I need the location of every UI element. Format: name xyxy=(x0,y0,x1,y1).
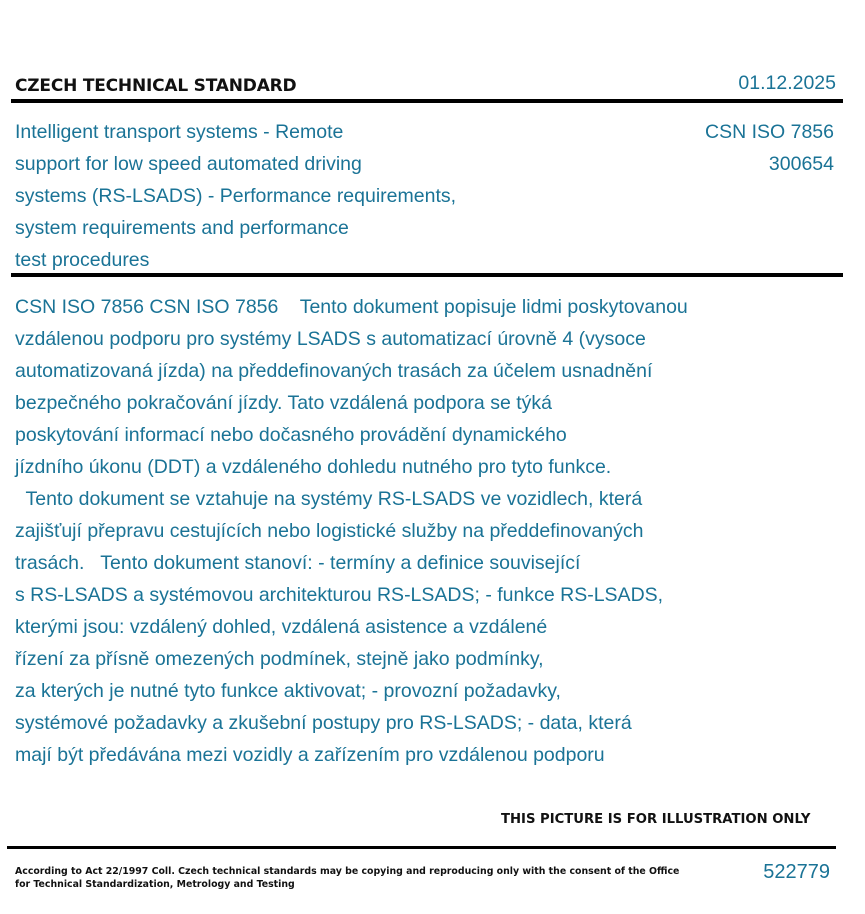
abstract-line: kterými jsou: vzdálený dohled, vzdálená asistence a vzdálené xyxy=(15,616,548,638)
title-line: Intelligent transport systems - Remote xyxy=(15,121,344,143)
standard-code: CSN ISO 7856 xyxy=(705,121,834,143)
abstract-line: systémové požadavky a zkušební postupy pro RS-LSADS; - data, která xyxy=(15,712,632,734)
abstract-line: CSN ISO 7856 CSN ISO 7856 Tento dokument popisuje lidmi poskytovanou xyxy=(15,296,688,318)
abstract-text xyxy=(15,291,815,771)
abstract-line: s RS-LSADS a systémovou architekturou RS-LSADS; - funkce RS-LSADS, xyxy=(15,584,664,606)
title-line: test procedures xyxy=(15,249,150,271)
abstract-line: zajišťují přepravu cestujících nebo logistické služby na předdefinovaných xyxy=(15,520,644,542)
title-line: support for low speed automated driving xyxy=(15,153,362,175)
footer-divider xyxy=(7,846,836,849)
header-divider xyxy=(11,99,843,103)
title-line: system requirements and performance xyxy=(15,217,349,239)
abstract-line: poskytování informací nebo dočasného provádění dynamického xyxy=(15,424,567,446)
abstract-line: vzdálenou podporu pro systémy LSADS s automatizací úrovně 4 (vysoce xyxy=(15,328,646,350)
abstract-line: bezpečného pokračování jízdy. Tato vzdálená podpora se týká xyxy=(15,392,552,414)
title-line: systems (RS-LSADS) - Performance requirements, xyxy=(15,185,457,207)
legal-line: According to Act 22/1997 Coll. Czech technical standards may be copying and reproducing only with the consent of the Office xyxy=(15,866,680,877)
abstract-line: automatizovaná jízda) na předdefinovaných trasách za účelem usnadnění xyxy=(15,360,653,382)
publication-date: 01.12.2025 xyxy=(738,72,836,94)
legal-notice xyxy=(15,865,680,891)
legal-line: for Technical Standardization, Metrology and Testing xyxy=(15,879,295,890)
abstract-line: Tento dokument se vztahuje na systémy RS-LSADS ve vozidlech, která xyxy=(15,488,643,510)
header-label: CZECH TECHNICAL STANDARD xyxy=(15,76,297,96)
abstract-line: trasách. Tento dokument stanoví: - termíny a definice související xyxy=(15,552,581,574)
abstract-line: mají být předávána mezi vozidly a zařízením pro vzdálenou podporu xyxy=(15,744,605,766)
standard-title xyxy=(15,116,535,276)
abstract-line: řízení za přísně omezených podmínek, stejně jako podmínky, xyxy=(15,648,544,670)
standard-codes xyxy=(705,116,834,180)
abstract-line: za kterých je nutné tyto funkce aktivovat; - provozní požadavky, xyxy=(15,680,561,702)
footer-number: 522779 xyxy=(763,861,830,883)
title-divider xyxy=(11,273,843,277)
abstract-line: jízdního úkonu (DDT) a vzdáleného dohledu nutného pro tyto funkce. xyxy=(15,456,612,478)
catalog-number: 300654 xyxy=(768,153,834,175)
illustration-note: THIS PICTURE IS FOR ILLUSTRATION ONLY xyxy=(501,812,811,827)
